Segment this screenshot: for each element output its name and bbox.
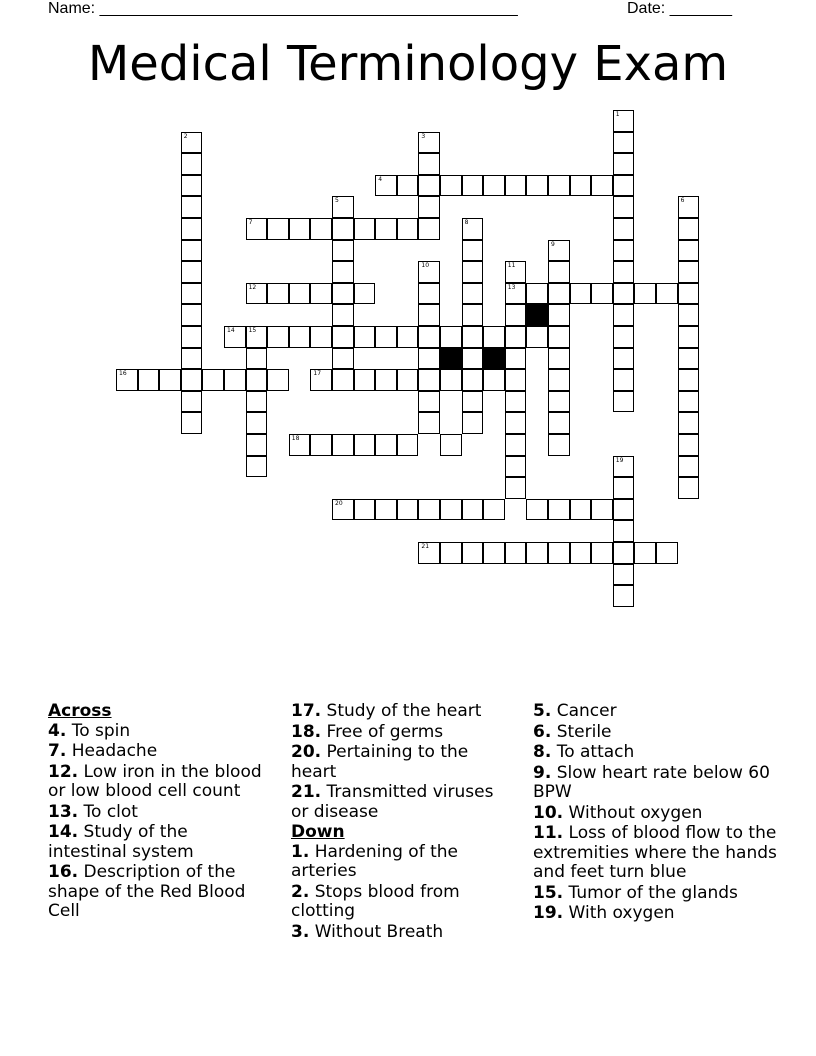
crossword-cell[interactable] bbox=[332, 304, 354, 326]
clues-column-1 bbox=[48, 702, 268, 923]
crossword-cell[interactable] bbox=[181, 218, 203, 240]
crossword-cell[interactable] bbox=[462, 261, 484, 283]
crossword-cell[interactable] bbox=[613, 283, 635, 305]
crossword-cell[interactable] bbox=[613, 196, 635, 218]
crossword-cell[interactable] bbox=[678, 326, 700, 348]
crossword-cell[interactable] bbox=[548, 434, 570, 456]
crossword-cell[interactable] bbox=[505, 326, 527, 348]
crossword-cell[interactable] bbox=[375, 434, 397, 456]
crossword-cell[interactable] bbox=[375, 369, 397, 391]
crossword-cell[interactable] bbox=[462, 218, 484, 240]
crossword-cell[interactable] bbox=[570, 283, 592, 305]
clue-down-9 bbox=[533, 764, 778, 803]
crossword-cell[interactable] bbox=[181, 153, 203, 175]
crossword-cell[interactable] bbox=[548, 391, 570, 413]
crossword-cell[interactable] bbox=[354, 218, 376, 240]
crossword-cell[interactable] bbox=[613, 585, 635, 607]
crossword-cell[interactable] bbox=[267, 283, 289, 305]
crossword-cell[interactable] bbox=[526, 499, 548, 521]
clue-down-1 bbox=[291, 843, 516, 882]
crossword-cell[interactable] bbox=[332, 218, 354, 240]
crossword-cell[interactable] bbox=[548, 499, 570, 521]
crossword-cell[interactable] bbox=[613, 391, 635, 413]
clue-number-label: 6 bbox=[680, 197, 685, 205]
crossword-cell[interactable] bbox=[462, 499, 484, 521]
crossword-cell[interactable] bbox=[634, 283, 656, 305]
crossword-cell[interactable] bbox=[678, 369, 700, 391]
crossword-cell[interactable] bbox=[548, 369, 570, 391]
crossword-cell[interactable] bbox=[418, 542, 440, 564]
crossword-cell[interactable] bbox=[462, 542, 484, 564]
clue-down-2 bbox=[291, 883, 516, 922]
crossword-cell[interactable] bbox=[181, 283, 203, 305]
crossword-cell[interactable] bbox=[548, 283, 570, 305]
crossword-cell[interactable] bbox=[418, 283, 440, 305]
crossword-cell[interactable] bbox=[246, 283, 268, 305]
clue-across-18 bbox=[291, 723, 516, 743]
crossword-cell[interactable] bbox=[613, 456, 635, 478]
clue-across-17 bbox=[291, 702, 516, 722]
clue-number-label: 12 bbox=[248, 283, 257, 291]
crossword-cell[interactable] bbox=[418, 369, 440, 391]
clue-number-label: 11 bbox=[507, 262, 516, 270]
clue-text: Low iron in the blood or low blood cell count bbox=[48, 761, 262, 801]
crossword-cell[interactable] bbox=[181, 391, 203, 413]
clue-down-5 bbox=[533, 702, 778, 722]
clue-number: 15. bbox=[533, 882, 564, 903]
crossword-cell[interactable] bbox=[613, 477, 635, 499]
crossword-cell[interactable] bbox=[613, 175, 635, 197]
crossword-cell[interactable] bbox=[418, 304, 440, 326]
crossword-cell[interactable] bbox=[397, 218, 419, 240]
crossword-cell[interactable] bbox=[505, 348, 527, 370]
black-square bbox=[526, 304, 548, 326]
crossword-cell[interactable] bbox=[678, 412, 700, 434]
clues-column-2 bbox=[291, 702, 516, 943]
clue-down-15 bbox=[533, 884, 778, 904]
crossword-cell[interactable] bbox=[375, 218, 397, 240]
clue-number-label: 14 bbox=[227, 327, 235, 334]
clue-number-label: 2 bbox=[183, 132, 188, 140]
crossword-cell[interactable] bbox=[548, 261, 570, 283]
clue-text: Without oxygen bbox=[563, 802, 703, 823]
clue-number: 2. bbox=[291, 881, 310, 902]
crossword-cell[interactable] bbox=[678, 261, 700, 283]
crossword-cell[interactable] bbox=[181, 412, 203, 434]
crossword-cell[interactable] bbox=[418, 326, 440, 348]
crossword-cell[interactable] bbox=[159, 369, 181, 391]
clue-across-13 bbox=[48, 803, 268, 823]
clue-across-20 bbox=[291, 743, 516, 782]
clue-text: Without Breath bbox=[309, 921, 444, 942]
crossword-cell[interactable] bbox=[310, 434, 332, 456]
clue-number-label: 21 bbox=[421, 543, 430, 550]
name-field-label: Name: _______________________________________________ bbox=[48, 0, 518, 17]
crossword-cell[interactable] bbox=[202, 369, 224, 391]
clue-number: 14. bbox=[48, 822, 79, 842]
crossword-cell[interactable] bbox=[246, 434, 268, 456]
clue-number-label: 17 bbox=[313, 370, 322, 378]
clue-number-label: 20 bbox=[335, 499, 343, 507]
crossword-cell[interactable] bbox=[462, 412, 484, 434]
crossword-cell[interactable] bbox=[570, 175, 592, 197]
crossword-cell[interactable] bbox=[332, 240, 354, 262]
crossword-cell[interactable] bbox=[505, 175, 527, 197]
crossword-cell[interactable] bbox=[246, 456, 268, 478]
crossword-cell[interactable] bbox=[505, 412, 527, 434]
crossword-cell[interactable] bbox=[397, 499, 419, 521]
crossword-cell[interactable] bbox=[181, 348, 203, 370]
crossword-cell[interactable] bbox=[332, 261, 354, 283]
crossword-cell[interactable] bbox=[289, 434, 311, 456]
clue-text: Hardening of the arteries bbox=[291, 841, 458, 881]
clue-text: Transmitted viruses or disease bbox=[291, 782, 494, 822]
crossword-cell[interactable] bbox=[548, 348, 570, 370]
crossword-cell[interactable] bbox=[332, 348, 354, 370]
crossword-cell[interactable] bbox=[418, 218, 440, 240]
crossword-cell[interactable] bbox=[181, 196, 203, 218]
crossword-cell[interactable] bbox=[462, 304, 484, 326]
crossword-cell[interactable] bbox=[418, 499, 440, 521]
crossword-cell[interactable] bbox=[613, 110, 635, 132]
crossword-cell[interactable] bbox=[613, 564, 635, 586]
crossword-cell[interactable] bbox=[613, 132, 635, 154]
crossword-cell[interactable] bbox=[462, 240, 484, 262]
crossword-cell[interactable] bbox=[591, 283, 613, 305]
crossword-cell[interactable] bbox=[678, 477, 700, 499]
crossword-cell[interactable] bbox=[181, 369, 203, 391]
clue-number-label: 13 bbox=[507, 283, 516, 291]
crossword-cell[interactable] bbox=[462, 369, 484, 391]
clue-text: To clot bbox=[78, 801, 138, 822]
crossword-cell[interactable] bbox=[418, 153, 440, 175]
crossword-cell[interactable] bbox=[418, 348, 440, 370]
date-field-label: Date: _______ bbox=[627, 0, 732, 17]
crossword-cell[interactable] bbox=[224, 326, 246, 348]
crossword-cell[interactable] bbox=[310, 218, 332, 240]
clue-number: 21. bbox=[291, 782, 322, 802]
clue-number-label: 10 bbox=[421, 262, 430, 270]
crossword-cell[interactable] bbox=[613, 499, 635, 521]
clue-down-3 bbox=[291, 923, 516, 943]
crossword-cell[interactable] bbox=[375, 175, 397, 197]
clue-text: Pertaining to the heart bbox=[291, 742, 469, 782]
clue-number-label: 3 bbox=[421, 132, 426, 140]
crossword-cell[interactable] bbox=[418, 175, 440, 197]
clue-across-12 bbox=[48, 763, 268, 802]
crossword-cell[interactable] bbox=[332, 283, 354, 305]
clue-across-21 bbox=[291, 783, 516, 822]
crossword-cell[interactable] bbox=[613, 153, 635, 175]
crossword-cell[interactable] bbox=[591, 542, 613, 564]
crossword-cell[interactable] bbox=[289, 218, 311, 240]
crossword-cell[interactable] bbox=[613, 326, 635, 348]
crossword-cell[interactable] bbox=[462, 175, 484, 197]
crossword-cell[interactable] bbox=[181, 240, 203, 262]
crossword-cell[interactable] bbox=[505, 391, 527, 413]
clue-number-label: 9 bbox=[551, 240, 555, 248]
down-heading: Down bbox=[291, 822, 345, 842]
clue-number: 11. bbox=[533, 823, 564, 843]
crossword-cell[interactable] bbox=[418, 412, 440, 434]
clue-across-14 bbox=[48, 823, 268, 862]
crossword-cell[interactable] bbox=[440, 326, 462, 348]
crossword-cell[interactable] bbox=[332, 369, 354, 391]
clue-text: Study of the intestinal system bbox=[48, 822, 194, 862]
crossword-cell[interactable] bbox=[397, 326, 419, 348]
crossword-cell[interactable] bbox=[267, 369, 289, 391]
clue-number: 18. bbox=[291, 721, 322, 742]
crossword-cell[interactable] bbox=[310, 326, 332, 348]
crossword-cell[interactable] bbox=[354, 369, 376, 391]
page-title: Medical Terminology Exam bbox=[87, 36, 729, 92]
crossword-cell[interactable] bbox=[181, 261, 203, 283]
clue-number-label: 5 bbox=[335, 197, 339, 205]
crossword-cell[interactable] bbox=[678, 196, 700, 218]
crossword-cell[interactable] bbox=[354, 283, 376, 305]
crossword-cell[interactable] bbox=[181, 304, 203, 326]
crossword-cell[interactable] bbox=[289, 326, 311, 348]
crossword-cell[interactable] bbox=[505, 283, 527, 305]
crossword-cell[interactable] bbox=[678, 456, 700, 478]
crossword-cell[interactable] bbox=[570, 542, 592, 564]
clue-text: Tumor of the glands bbox=[563, 882, 738, 903]
crossword-cell[interactable] bbox=[526, 283, 548, 305]
clue-down-11 bbox=[533, 824, 778, 883]
clue-number-label: 4 bbox=[378, 175, 383, 183]
crossword-cell[interactable] bbox=[246, 391, 268, 413]
crossword-cell[interactable] bbox=[246, 218, 268, 240]
clue-number: 4. bbox=[48, 720, 67, 741]
clue-number: 13. bbox=[48, 801, 79, 822]
clue-number: 10. bbox=[533, 802, 564, 823]
crossword-cell[interactable] bbox=[224, 369, 246, 391]
crossword-cell[interactable] bbox=[613, 520, 635, 542]
crossword-cell[interactable] bbox=[462, 283, 484, 305]
crossword-cell[interactable] bbox=[548, 175, 570, 197]
clue-across-7 bbox=[48, 742, 268, 762]
crossword-cell[interactable] bbox=[505, 477, 527, 499]
clue-text: Headache bbox=[66, 741, 158, 761]
crossword-cell[interactable] bbox=[440, 369, 462, 391]
crossword-cell[interactable] bbox=[397, 369, 419, 391]
clue-number: 19. bbox=[533, 903, 564, 923]
crossword-cell[interactable] bbox=[440, 175, 462, 197]
crossword-cell[interactable] bbox=[678, 348, 700, 370]
black-square bbox=[440, 348, 462, 370]
clue-text: Stops blood from clotting bbox=[291, 881, 460, 921]
clue-down-10 bbox=[533, 804, 778, 824]
crossword-cell[interactable] bbox=[354, 499, 376, 521]
crossword-cell[interactable] bbox=[678, 283, 700, 305]
crossword-cell[interactable] bbox=[613, 261, 635, 283]
crossword-cell[interactable] bbox=[505, 542, 527, 564]
crossword-cell[interactable] bbox=[678, 218, 700, 240]
crossword-cell[interactable] bbox=[505, 261, 527, 283]
crossword-cell[interactable] bbox=[678, 304, 700, 326]
crossword-cell[interactable] bbox=[418, 196, 440, 218]
crossword-cell[interactable] bbox=[526, 326, 548, 348]
clue-number: 9. bbox=[533, 762, 552, 783]
crossword-cell[interactable] bbox=[246, 348, 268, 370]
crossword-cell[interactable] bbox=[548, 412, 570, 434]
crossword-cell[interactable] bbox=[332, 434, 354, 456]
crossword-cell[interactable] bbox=[483, 369, 505, 391]
crossword-cell[interactable] bbox=[483, 542, 505, 564]
clue-number-label: 15 bbox=[248, 327, 257, 334]
crossword-cell[interactable] bbox=[462, 348, 484, 370]
crossword-cell[interactable] bbox=[440, 434, 462, 456]
crossword-cell[interactable] bbox=[483, 499, 505, 521]
clue-down-19 bbox=[533, 904, 778, 924]
crossword-cell[interactable] bbox=[440, 542, 462, 564]
crossword-cell[interactable] bbox=[418, 391, 440, 413]
crossword-cell[interactable] bbox=[613, 240, 635, 262]
clue-number: 20. bbox=[291, 742, 322, 762]
crossword-cell[interactable] bbox=[418, 261, 440, 283]
crossword-cell[interactable] bbox=[678, 434, 700, 456]
clue-number-label: 8 bbox=[464, 219, 469, 226]
clue-number-label: 18 bbox=[291, 435, 300, 442]
clue-number: 5. bbox=[533, 701, 552, 721]
crossword-cell[interactable] bbox=[483, 175, 505, 197]
clue-text: Study of the heart bbox=[321, 701, 482, 721]
crossword-cell[interactable] bbox=[375, 499, 397, 521]
crossword-cell[interactable] bbox=[181, 326, 203, 348]
crossword-cell[interactable] bbox=[591, 499, 613, 521]
clue-number-label: 19 bbox=[615, 456, 624, 464]
crossword-cell[interactable] bbox=[310, 283, 332, 305]
crossword-cell[interactable] bbox=[548, 542, 570, 564]
crossword-cell[interactable] bbox=[505, 456, 527, 478]
crossword-cell[interactable] bbox=[634, 542, 656, 564]
clue-text: Sterile bbox=[551, 721, 612, 742]
crossword-cell[interactable] bbox=[526, 175, 548, 197]
crossword-cell[interactable] bbox=[526, 542, 548, 564]
crossword-cell[interactable] bbox=[354, 434, 376, 456]
clue-number: 16. bbox=[48, 862, 79, 882]
crossword-cell[interactable] bbox=[656, 283, 678, 305]
crossword-cell[interactable] bbox=[332, 326, 354, 348]
clue-number: 3. bbox=[291, 921, 310, 942]
clue-number: 6. bbox=[533, 721, 552, 742]
crossword-cell[interactable] bbox=[116, 369, 138, 391]
clue-text: Slow heart rate below 60 BPW bbox=[533, 762, 770, 802]
crossword-cell[interactable] bbox=[548, 240, 570, 262]
crossword-cell[interactable] bbox=[418, 132, 440, 154]
crossword-cell[interactable] bbox=[613, 218, 635, 240]
crossword-cell[interactable] bbox=[310, 369, 332, 391]
crossword-cell[interactable] bbox=[181, 132, 203, 154]
black-square bbox=[483, 348, 505, 370]
crossword-cell[interactable] bbox=[656, 542, 678, 564]
crossword-cell[interactable] bbox=[246, 369, 268, 391]
crossword-cell[interactable] bbox=[181, 175, 203, 197]
crossword-cell[interactable] bbox=[591, 175, 613, 197]
crossword-cell[interactable] bbox=[483, 326, 505, 348]
crossword-cell[interactable] bbox=[678, 391, 700, 413]
clue-number: 17. bbox=[291, 701, 322, 721]
crossword-cell[interactable] bbox=[375, 326, 397, 348]
clue-text: Free of germs bbox=[321, 721, 444, 742]
crossword-cell[interactable] bbox=[354, 326, 376, 348]
crossword-cell[interactable] bbox=[462, 391, 484, 413]
crossword-cell[interactable] bbox=[246, 326, 268, 348]
clue-text: Loss of blood flow to the extremities where the hands and feet turn blue bbox=[533, 823, 777, 882]
clue-number: 7. bbox=[48, 741, 67, 761]
clue-number: 1. bbox=[291, 841, 310, 862]
clue-across-16 bbox=[48, 863, 268, 922]
crossword-cell[interactable] bbox=[267, 326, 289, 348]
crossword-cell[interactable] bbox=[289, 283, 311, 305]
crossword-cell[interactable] bbox=[548, 326, 570, 348]
crossword-cell[interactable] bbox=[505, 369, 527, 391]
crossword-cell[interactable] bbox=[246, 412, 268, 434]
clue-across-4 bbox=[48, 722, 268, 742]
crossword-cell[interactable] bbox=[138, 369, 160, 391]
crossword-cell[interactable] bbox=[613, 542, 635, 564]
crossword-cell[interactable] bbox=[462, 326, 484, 348]
across-heading: Across bbox=[48, 701, 112, 721]
crossword-cell[interactable] bbox=[397, 434, 419, 456]
clue-number: 8. bbox=[533, 742, 552, 762]
crossword-cell[interactable] bbox=[613, 348, 635, 370]
clue-number-label: 7 bbox=[248, 219, 253, 226]
crossword-cell[interactable] bbox=[267, 218, 289, 240]
clue-down-8 bbox=[533, 743, 778, 763]
crossword-cell[interactable] bbox=[548, 304, 570, 326]
clue-down-6 bbox=[533, 723, 778, 743]
crossword-cell[interactable] bbox=[505, 304, 527, 326]
clue-text: With oxygen bbox=[563, 903, 675, 923]
crossword-cell[interactable] bbox=[397, 175, 419, 197]
clue-text: To attach bbox=[551, 742, 635, 762]
clue-number-label: 16 bbox=[119, 370, 127, 378]
clue-number-label: 1 bbox=[615, 111, 620, 118]
crossword-cell[interactable] bbox=[332, 499, 354, 521]
crossword-cell[interactable] bbox=[570, 499, 592, 521]
crossword-cell[interactable] bbox=[613, 369, 635, 391]
crossword-cell[interactable] bbox=[613, 304, 635, 326]
crossword-cell[interactable] bbox=[440, 499, 462, 521]
clue-text: Description of the shape of the Red Blood Cell bbox=[48, 862, 246, 921]
clue-text: To spin bbox=[66, 720, 131, 741]
clues-column-3 bbox=[533, 702, 778, 925]
clue-number: 12. bbox=[48, 761, 79, 782]
clue-text: Cancer bbox=[551, 701, 617, 721]
crossword-cell[interactable] bbox=[678, 240, 700, 262]
crossword-cell[interactable] bbox=[505, 434, 527, 456]
crossword-cell[interactable] bbox=[332, 196, 354, 218]
